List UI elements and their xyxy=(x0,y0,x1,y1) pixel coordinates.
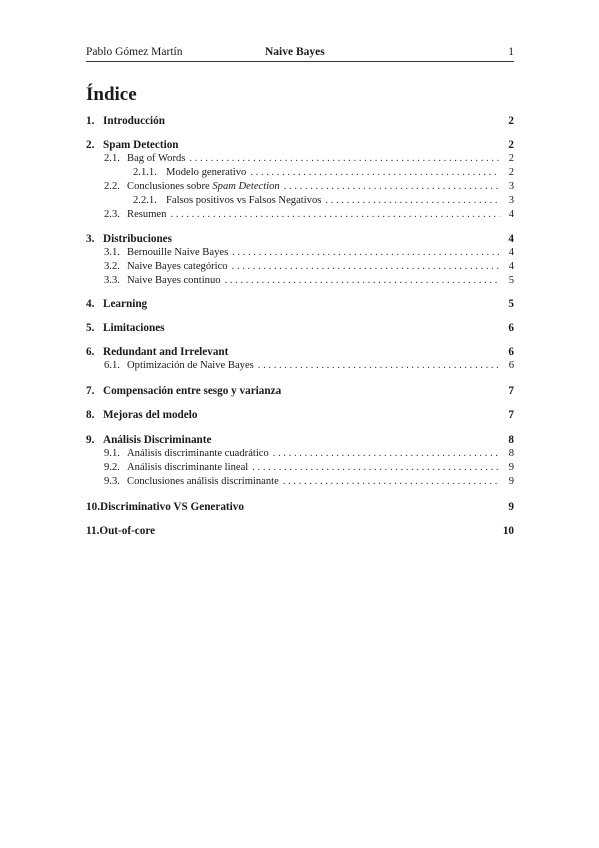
toc-entry-number: 2.1. xyxy=(104,153,120,164)
toc-entry-number: 6. xyxy=(86,346,95,358)
toc-entry-page-number: 9 xyxy=(508,462,514,473)
toc-entry-page-number: 3 xyxy=(508,181,514,192)
toc-entry-label: Falsos positivos vs Falsos Negativos xyxy=(166,195,322,206)
toc-entry-page-number: 4 xyxy=(508,233,514,245)
toc-entry[interactable] xyxy=(104,152,514,166)
toc-entry-number: 3.1. xyxy=(104,247,120,258)
toc-entry-page-number: 2 xyxy=(508,139,514,151)
toc-entry-label-emphasis: Spam Detection xyxy=(212,181,280,192)
toc-dot-leader xyxy=(170,208,500,222)
toc-entry[interactable] xyxy=(133,194,514,208)
toc-entry-label: Mejoras del modelo xyxy=(103,409,198,421)
toc-entry[interactable] xyxy=(104,180,514,194)
toc-entry-label: Optimización de Naive Bayes xyxy=(127,360,254,371)
toc-entry[interactable] xyxy=(86,433,514,447)
toc-dot-leader xyxy=(283,475,500,489)
toc-entry-label: Análisis Discriminante xyxy=(103,434,212,446)
toc-dot-leader xyxy=(232,246,500,260)
toc-entry-number: 2.2. xyxy=(104,181,120,192)
toc-entry-page-number: 4 xyxy=(508,209,514,220)
toc-entry-label: Naive Bayes continuo xyxy=(127,275,221,286)
toc-entry[interactable] xyxy=(86,138,514,152)
toc-entry-page-number: 4 xyxy=(508,261,514,272)
toc-entry-page-number: 6 xyxy=(508,346,514,358)
toc-entry-number: 1. xyxy=(86,115,95,127)
toc-entry-label: Redundant and Irrelevant xyxy=(103,346,229,358)
toc-entry-label: Naive Bayes categórico xyxy=(127,261,228,272)
toc-entry-page-number: 6 xyxy=(508,322,514,334)
header-page-number: 1 xyxy=(508,46,514,58)
header-author: Pablo Gómez Martín xyxy=(86,46,183,58)
toc-entry-page-number: 9 xyxy=(508,476,514,487)
toc-entry[interactable] xyxy=(86,384,514,398)
toc-entry-number: 5. xyxy=(86,322,95,334)
toc-entry-label: Discriminativo VS Generativo xyxy=(99,501,244,513)
toc-entry[interactable] xyxy=(86,297,514,311)
toc-entry-page-number: 5 xyxy=(508,298,514,310)
toc-entry-page-number: 9 xyxy=(508,501,514,513)
toc-heading: Índice xyxy=(86,84,137,105)
toc-entry-page-number: 4 xyxy=(508,247,514,258)
toc-entry-page-number: 3 xyxy=(508,195,514,206)
toc-entry[interactable] xyxy=(86,524,514,538)
toc-entry-page-number: 2 xyxy=(508,167,514,178)
toc-entry[interactable] xyxy=(104,447,514,461)
toc-entry-page-number: 8 xyxy=(508,448,514,459)
toc-entry-label: Learning xyxy=(103,298,148,310)
toc-entry-number: 2.1.1. xyxy=(133,167,157,178)
toc-entry-label: Modelo generativo xyxy=(166,167,247,178)
toc-entry-number: 3. xyxy=(86,233,95,245)
toc-entry-number: 9.1. xyxy=(104,448,120,459)
toc-entry-label: Out-of-core xyxy=(99,525,156,537)
toc-entry-number: 3.3. xyxy=(104,275,120,286)
toc-entry-label xyxy=(127,180,280,194)
toc-entry-page-number: 8 xyxy=(508,434,514,446)
toc-entry-page-number: 5 xyxy=(508,275,514,286)
toc-entry-label-text: Conclusiones sobre xyxy=(127,181,213,192)
toc-entry[interactable] xyxy=(86,114,514,128)
toc-entry-label: Conclusiones análisis discriminante xyxy=(127,476,279,487)
toc-entry[interactable] xyxy=(86,345,514,359)
toc-entry-label: Distribuciones xyxy=(103,233,172,245)
toc-entry[interactable] xyxy=(133,166,514,180)
toc-entry[interactable] xyxy=(86,232,514,246)
toc-entry-page-number: 10 xyxy=(502,525,514,537)
toc-entry-label: Análisis discriminante lineal xyxy=(127,462,249,473)
toc-dot-leader xyxy=(189,152,500,166)
toc-dot-leader xyxy=(258,359,500,373)
header-title: Naive Bayes xyxy=(265,46,325,58)
toc-entry-number: 11. xyxy=(86,525,100,537)
toc-entry-number: 2.2.1. xyxy=(133,195,157,206)
toc-entry-label: Bag of Words xyxy=(127,153,186,164)
toc-entry-number: 9.3. xyxy=(104,476,120,487)
toc-entry[interactable] xyxy=(104,475,514,489)
toc-entry-page-number: 7 xyxy=(508,409,514,421)
toc-entry-page-number: 6 xyxy=(508,360,514,371)
toc-entry[interactable] xyxy=(86,321,514,335)
toc-entry-number: 4. xyxy=(86,298,95,310)
toc-entry-number: 9. xyxy=(86,434,95,446)
toc-entry[interactable] xyxy=(86,408,514,422)
toc-entry-number: 2. xyxy=(86,139,95,151)
toc-entry-label: Compensación entre sesgo y varianza xyxy=(103,385,282,397)
toc-dot-leader xyxy=(284,180,500,194)
toc-entry-page-number: 2 xyxy=(508,153,514,164)
toc-entry-number: 9.2. xyxy=(104,462,120,473)
toc-dot-leader xyxy=(250,166,500,180)
toc-entry-page-number: 7 xyxy=(508,385,514,397)
toc-entry-number: 10. xyxy=(86,501,100,513)
toc-entry[interactable] xyxy=(104,246,514,260)
toc-entry-number: 7. xyxy=(86,385,95,397)
toc-dot-leader xyxy=(325,194,500,208)
toc-entry-label: Spam Detection xyxy=(103,139,179,151)
toc-entry[interactable] xyxy=(86,500,514,514)
toc-entry[interactable] xyxy=(104,274,514,288)
toc-entry-label: Análisis discriminante cuadrático xyxy=(127,448,269,459)
toc-dot-leader xyxy=(273,447,500,461)
toc-entry-label: Limitaciones xyxy=(103,322,165,334)
toc-dot-leader xyxy=(252,461,500,475)
toc-entry-label: Resumen xyxy=(127,209,167,220)
toc-dot-leader xyxy=(225,274,500,288)
toc-entry-number: 8. xyxy=(86,409,95,421)
toc-entry-page-number: 2 xyxy=(508,115,514,127)
toc-entry[interactable] xyxy=(104,208,514,222)
toc-entry-number: 2.3. xyxy=(104,209,120,220)
toc-entry-label: Bernouille Naive Bayes xyxy=(127,247,229,258)
toc-entry[interactable] xyxy=(104,260,514,274)
toc-entry[interactable] xyxy=(104,359,514,373)
toc-entry-number: 6.1. xyxy=(104,360,120,371)
toc-entry-number: 3.2. xyxy=(104,261,120,272)
toc-entry-label: Introducción xyxy=(103,115,165,127)
toc-dot-leader xyxy=(232,260,500,274)
toc-entry[interactable] xyxy=(104,461,514,475)
